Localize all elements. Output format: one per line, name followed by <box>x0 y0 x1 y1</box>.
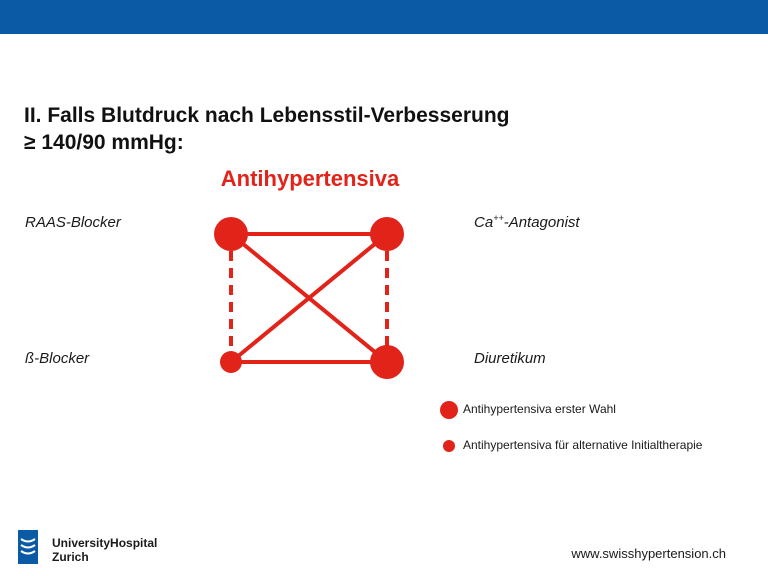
label-beta-blocker: ß-Blocker <box>25 350 90 367</box>
usz-logo-icon <box>18 530 38 564</box>
node-beta <box>220 351 242 373</box>
node-raas <box>214 217 248 251</box>
logo-line2: Zurich <box>52 550 89 564</box>
slide-title-line1: II. Falls Blutdruck nach Lebensstil-Verbesserung <box>24 104 510 127</box>
label-raas-blocker: RAAS-Blocker <box>25 214 121 231</box>
legend <box>438 400 758 472</box>
slide-title-line2: ≥ 140/90 mmHg: <box>24 131 184 154</box>
label-ca-prefix: Ca <box>474 214 494 231</box>
website-url: www.swisshypertension.ch <box>571 546 726 561</box>
legend-label-first-choice: Antihypertensiva erster Wahl <box>463 402 616 416</box>
logo-line1: UniversityHospital <box>52 536 158 550</box>
legend-item-first-choice <box>438 400 758 420</box>
legend-label-alternative: Antihypertensiva für alternative Initialtherapie <box>463 438 703 452</box>
logo-text <box>52 536 157 564</box>
label-ca-suffix: -Antagonist <box>503 214 580 231</box>
diagram-heading: Antihypertensiva <box>220 166 400 191</box>
node-diuretic <box>370 345 404 379</box>
diagram-edges <box>231 234 387 362</box>
node-ca <box>370 217 404 251</box>
small-dot-icon <box>443 440 455 452</box>
label-ca-superscript: ++ <box>493 213 504 223</box>
legend-item-alternative <box>438 436 758 456</box>
label-diuretic: Diuretikum <box>474 350 546 367</box>
large-dot-icon <box>440 401 458 419</box>
